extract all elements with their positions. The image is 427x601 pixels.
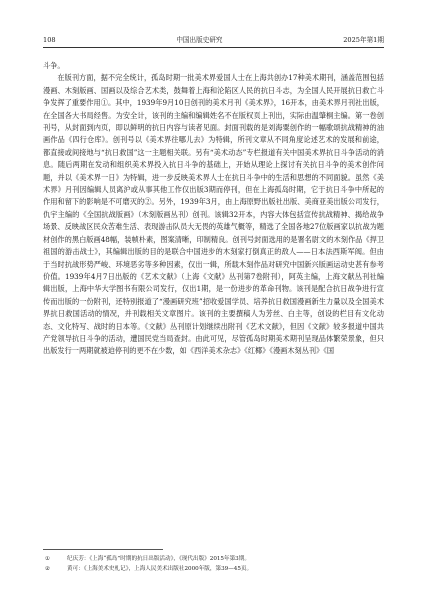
issue-label: 2025年第1期 [343, 36, 384, 44]
footnote-mark: ② [45, 566, 51, 572]
paragraph-2: 在版刊方面，据不完全统计，孤岛时期一批美术界爱国人士在上海共创办17种美术期刊，涵盖范围包括漫画、木刻版画、国画以及综合艺术类，鼓舞着上海和沦陷区人民的抗日斗志，为全国人民开展抗日救亡斗争发挥了重要作用①。其中，1939年9月10日创刊的美术月刊《美术界》，16开本，由美术界月刊社出版，在全国各大书局经售。为安全计，该刊的主编和编辑姓名不在版权页上刊出，实际由温肇桐主编。第一卷创刊号，从封面到内页，即以鲜明的抗日内容与读者见面。封面刊载的是刘海粟创作的一幅歌颂抗战精神的油画作品《四行仓库》。创刊号以《美术界往哪儿去》为特辑，所刊文章从不同角度论述艺术的发展和前途，都直接或间接地与“抗日救国”这一主题相关联。另有“美术动态”专栏报道有关中国美术界抗日斗争活动的消息。随后两期在发动和组织美术界投入抗日斗争的基础上，开始从理论上探讨有关抗日斗争的美术创作问题，并以《美术界一日》为特辑，进一步反映美术界人士在抗日斗争中的生活和思想的不同面貌。虽然《美术界》月刊因编辑人员离沪或从事其他工作仅出版3期而停刊，但在上海孤岛时期，它于抗日斗争中所起的作用和留下的影响是不可磨灭的②。另外，1939年3月，由上海原野出版社出版、美商亚美出版公司发行，仇宇主编的《全国抗战版画》（木刻版画丛刊）创刊。该辑32开本，内容大体包括宣传抗战精神、揭给战争场景、反映战区民众苦难生活、表现游击队员大无畏的英雄气概等，精选了全国各地27位版画家以抗战为题材创作的黑白版画48幅，装帧朴素，图案清晰，印制精良。创刊号封面选用的是署名尉文的木刻作品《捍卫祖国的游击战士》，其编辑出版的目的是联合中国进步的木刻家打倒真正的敌人——日本法西斯军阀。但由于当时抗战形势严峻、环境恶劣等多种因素，仅出一辑，所载木刻作品对研究中国新兴版画运动史甚有参考价值。1939年4月7日出版的《艺术文献》（上海《文献》丛刊第7卷附刊），阿英主编，上海文献丛刊社编辑出版，上海中华大学图书有限公司发行，仅出1期，是一份进步的革命刊物。该刊是配合抗日战争进行宣传而出版的一份附刊，还特别报道了“漫画研究班”招收爱国学员、培养抗日救国漫画新生力量以及全国美术界抗日救国活动的情况，并刊载相关文章图片。该刊的主要撰稿人为芳丝、白主等，创设的栏目有文化动态、文化特写、战时的日本等。《文献》丛刊原计划继续出附刊《艺术文献》，但因《文献》较多报道中国共产党领导抗日斗争的活动，遭国民党当局查封。由此可见，尽管孤岛时期美术期刊呈现品体繁荣景象，但只出版发行一两期就被迫停刊的更不在少数，如《西洋美术杂志》《红椰》《漫画木刻丛刊》《国 [43, 73, 384, 356]
footnote-text: 黄可：《上海美术史札记》，上海人民美术出版社2000年版，第39—45页。 [67, 566, 253, 572]
footnote-text: 纪庆芳：《上海“孤岛”时期的抗日出版活动》，《现代出版》2015年第3期。 [67, 556, 250, 562]
footnotes [43, 554, 384, 574]
running-header [43, 34, 384, 46]
header-rule [43, 47, 384, 48]
footnote-2 [43, 564, 384, 574]
paragraph-1: 斗争。 [43, 61, 65, 70]
journal-title: 中国出版史研究 [176, 36, 223, 44]
footnote-mark: ① [45, 556, 51, 562]
footnote-rule [43, 549, 163, 550]
body-text [43, 60, 384, 358]
footnote-1 [43, 554, 384, 564]
page-number: 108 [43, 36, 56, 44]
